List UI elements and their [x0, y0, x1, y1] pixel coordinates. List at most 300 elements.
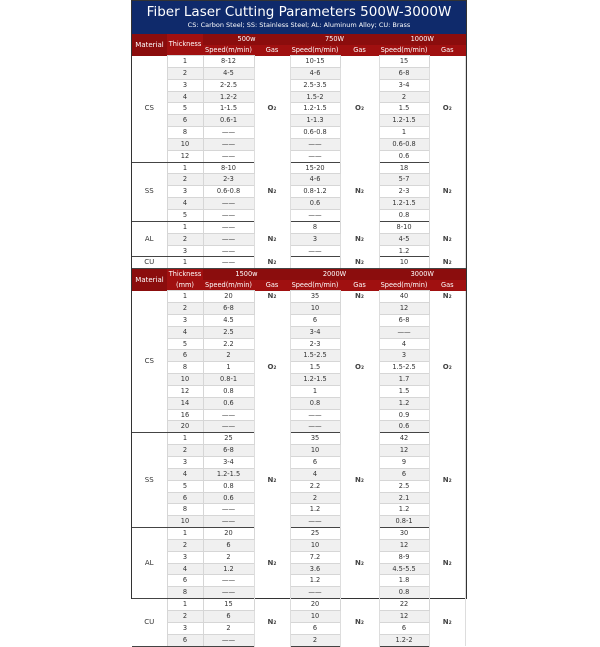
speed-cell: 10	[290, 445, 340, 457]
parameters-table	[132, 34, 466, 647]
thickness-cell: 14	[167, 397, 203, 409]
thickness-cell: 6	[167, 634, 203, 646]
thickness-cell: 2	[167, 233, 203, 245]
speed-cell: 3	[290, 233, 340, 245]
gas-cell: N₂	[429, 599, 465, 646]
speed-cell: 1.2	[203, 563, 254, 575]
speed-cell: 2.2	[203, 338, 254, 350]
gas-header: Gas	[429, 45, 465, 56]
page-title: Fiber Laser Cutting Parameters 500W-3000W	[146, 4, 452, 20]
thickness-cell: 1	[167, 56, 203, 68]
material-header: Material	[132, 34, 167, 56]
thickness-cell: 4	[167, 198, 203, 210]
speed-cell: 1	[379, 127, 429, 139]
thickness-cell: 5	[167, 103, 203, 115]
parameters-sheet	[131, 0, 467, 644]
speed-cell: ——	[290, 209, 340, 221]
power-header: 1500w	[203, 269, 290, 280]
thickness-cell: 12	[167, 385, 203, 397]
power-header: 1000W	[379, 34, 465, 45]
speed-header: Speed(m/min)	[291, 45, 339, 54]
thickness-header	[167, 269, 203, 291]
speed-cell: 1.8	[379, 575, 429, 587]
speed-cell: 0.6	[379, 150, 429, 162]
speed-cell: 2.5	[379, 480, 429, 492]
speed-cell: 0.8	[203, 480, 254, 492]
speed-cell: 40	[379, 291, 429, 303]
speed-cell: 4.5-5.5	[379, 563, 429, 575]
power-header: 2000W	[290, 269, 379, 280]
speed-cell: 18	[379, 162, 429, 174]
gas-cell: N₂	[254, 528, 290, 599]
speed-cell: 6	[203, 610, 254, 622]
table-row	[132, 575, 466, 587]
speed-cell: ——	[379, 326, 429, 338]
speed-cell: 8-12	[203, 56, 254, 68]
table-row	[132, 445, 466, 457]
speed-cell: 4-5	[379, 233, 429, 245]
table-row	[132, 115, 466, 127]
table-row	[132, 150, 466, 162]
speed-cell: 1.2	[379, 397, 429, 409]
table-row	[132, 245, 466, 257]
thickness-cell: 1	[167, 257, 203, 269]
speed-cell: ——	[203, 504, 254, 516]
speed-cell: ——	[203, 150, 254, 162]
speed-cell: ——	[203, 575, 254, 587]
table-row	[132, 457, 466, 469]
material-cell: CU	[132, 257, 167, 269]
thickness-cell: 2	[167, 174, 203, 186]
speed-cell: 6	[290, 457, 340, 469]
thickness-cell: 2	[167, 539, 203, 551]
gas-cell: O₂	[254, 56, 290, 163]
speed-cell: 0.8-1	[203, 374, 254, 386]
thickness-cell: 3	[167, 622, 203, 634]
speed-cell: ——	[203, 245, 254, 257]
thickness-cell: 6	[167, 350, 203, 362]
speed-cell: 2.5-3.5	[290, 79, 340, 91]
speed-cell: ——	[203, 587, 254, 599]
title-banner	[132, 1, 466, 34]
gas-cell: O₂	[429, 303, 465, 433]
speed-cell: 0.8	[290, 397, 340, 409]
material-header: Material	[132, 269, 167, 291]
speed-cell: 1.5	[290, 362, 340, 374]
speed-cell: ——	[203, 409, 254, 421]
thickness-cell: 5	[167, 480, 203, 492]
table-row	[132, 91, 466, 103]
gas-cell: N₂	[340, 433, 379, 528]
speed-cell: 6	[290, 314, 340, 326]
speed-cell: 1	[203, 362, 254, 374]
speed-cell: 1.2	[379, 504, 429, 516]
table-row	[132, 634, 466, 646]
thickness-cell: 5	[167, 338, 203, 350]
speed-cell: 0.6	[203, 492, 254, 504]
speed-cell: 1.2	[290, 575, 340, 587]
gas-cell: N₂	[340, 599, 379, 646]
gas-cell: N₂	[429, 433, 465, 528]
table-row	[132, 198, 466, 210]
thickness-cell: 10	[167, 138, 203, 150]
thickness-header	[167, 34, 203, 56]
speed-cell: 6-8	[203, 445, 254, 457]
speed-cell: ——	[203, 516, 254, 528]
table-row	[132, 186, 466, 198]
legend-subtitle: CS: Carbon Steel; SS: Stainless Steel; AL: Aluminum Alloy; CU: Brass	[187, 21, 411, 29]
thickness-cell: 3	[167, 314, 203, 326]
speed-cell: ——	[290, 138, 340, 150]
material-cell: AL	[132, 528, 167, 599]
thickness-cell: 1	[167, 528, 203, 540]
gas-header: Gas	[340, 280, 379, 291]
speed-cell: 6-8	[379, 67, 429, 79]
speed-cell: 0.6-0.8	[203, 186, 254, 198]
speed-cell: 12	[379, 539, 429, 551]
speed-cell: 6-8	[379, 314, 429, 326]
thickness-cell: 2	[167, 67, 203, 79]
speed-cell: 0.8	[203, 385, 254, 397]
header-row	[132, 34, 466, 45]
speed-cell: 2	[203, 622, 254, 634]
speed-cell: 10	[290, 610, 340, 622]
table-row	[132, 56, 466, 68]
table-row	[132, 257, 466, 269]
speed-cell: 12	[379, 610, 429, 622]
thickness-cell: 6	[167, 575, 203, 587]
speed-cell: 42	[379, 433, 429, 445]
thickness-cell: 4	[167, 468, 203, 480]
gas-cell: O₂	[429, 56, 465, 163]
speed-cell: ——	[290, 421, 340, 433]
speed-cell: 15-20	[290, 162, 340, 174]
speed-cell: 0.8-1.2	[290, 186, 340, 198]
speed-cell: ——	[290, 150, 340, 162]
speed-cell: 0.8	[379, 587, 429, 599]
speed-cell: 1.2-2	[379, 634, 429, 646]
speed-header: Speed(m/min)	[380, 45, 428, 54]
thickness-cell: 12	[167, 150, 203, 162]
material-cell: CS	[132, 291, 167, 433]
speed-cell: 0.6-0.8	[290, 127, 340, 139]
gas-cell: O₂	[340, 303, 379, 433]
speed-cell: 2-3	[290, 338, 340, 350]
speed-cell: 2	[203, 551, 254, 563]
speed-cell: ——	[203, 233, 254, 245]
thickness-cell: 8	[167, 504, 203, 516]
thickness-cell: 3	[167, 457, 203, 469]
speed-cell: 1.2	[290, 504, 340, 516]
table-row	[132, 138, 466, 150]
gas-cell: N₂	[340, 291, 379, 303]
material-cell: SS	[132, 162, 167, 221]
speed-cell: ——	[290, 587, 340, 599]
speed-cell: 1.5	[379, 385, 429, 397]
speed-cell: 4-6	[290, 67, 340, 79]
speed-cell: 15	[203, 599, 254, 611]
thickness-cell: 1	[167, 291, 203, 303]
thickness-cell: 2	[167, 445, 203, 457]
gas-cell: N₂	[254, 599, 290, 646]
thickness-cell: 3	[167, 79, 203, 91]
speed-cell: 0.6	[379, 421, 429, 433]
speed-cell: ——	[290, 409, 340, 421]
gas-cell: N₂	[254, 291, 290, 303]
gas-cell: N₂	[254, 433, 290, 528]
table-row	[132, 67, 466, 79]
table-row	[132, 79, 466, 91]
table-row	[132, 326, 466, 338]
thickness-cell: 8	[167, 127, 203, 139]
speed-cell: 2-3	[203, 174, 254, 186]
speed-cell: 0.6-1	[203, 115, 254, 127]
speed-cell: 6-8	[203, 303, 254, 315]
thickness-unit: (mm)	[176, 280, 194, 289]
gas-cell: N₂	[429, 162, 465, 221]
speed-cell: ——	[203, 127, 254, 139]
speed-cell: 8-9	[379, 551, 429, 563]
speed-cell: ——	[203, 198, 254, 210]
speed-cell: 1.2-1.5	[379, 198, 429, 210]
thickness-cell: 3	[167, 245, 203, 257]
speed-cell: 10	[290, 303, 340, 315]
gas-cell: N₂	[340, 162, 379, 221]
thickness-cell: 8	[167, 587, 203, 599]
gas-cell: N₂	[254, 221, 290, 257]
table-row	[132, 409, 466, 421]
thickness-cell: 16	[167, 409, 203, 421]
table-row	[132, 516, 466, 528]
speed-cell: ——	[203, 221, 254, 233]
speed-cell: 3-4	[203, 457, 254, 469]
speed-cell: 4-6	[290, 174, 340, 186]
thickness-cell: 8	[167, 362, 203, 374]
speed-header: Speed(m/min)	[380, 280, 428, 289]
table-row	[132, 385, 466, 397]
gas-header: Gas	[254, 280, 290, 291]
table-row	[132, 291, 466, 303]
speed-cell: 1.5-2	[290, 91, 340, 103]
table-row	[132, 539, 466, 551]
thickness-label: Thickness	[168, 270, 202, 279]
speed-cell: 2	[290, 634, 340, 646]
power-header: 500w	[203, 34, 290, 45]
speed-cell: 1.5-2.5	[379, 362, 429, 374]
speed-cell: 12	[379, 303, 429, 315]
speed-cell: 0.8	[379, 209, 429, 221]
table-row	[132, 610, 466, 622]
speed-cell: 10	[290, 539, 340, 551]
speed-cell: 1.5-2.5	[290, 350, 340, 362]
table-row	[132, 599, 466, 611]
speed-cell	[290, 257, 340, 269]
gas-cell: N₂	[254, 257, 290, 269]
thickness-cell: 3	[167, 551, 203, 563]
thickness-cell: 10	[167, 374, 203, 386]
speed-cell: 3-4	[290, 326, 340, 338]
table-row	[132, 362, 466, 374]
speed-cell: 35	[290, 433, 340, 445]
table-row	[132, 127, 466, 139]
gas-cell: N₂	[429, 291, 465, 303]
speed-cell: 1.2-2	[203, 91, 254, 103]
gas-header: Gas	[429, 280, 465, 291]
speed-cell: 20	[290, 599, 340, 611]
gas-cell: N₂	[340, 257, 379, 269]
speed-cell: 3-4	[379, 79, 429, 91]
speed-cell: 3	[379, 350, 429, 362]
speed-cell: 6	[290, 622, 340, 634]
speed-cell: 2.2	[290, 480, 340, 492]
table-row	[132, 421, 466, 433]
speed-cell: 4	[290, 468, 340, 480]
speed-cell: 30	[379, 528, 429, 540]
speed-cell: 8-10	[203, 162, 254, 174]
speed-cell: 1	[290, 385, 340, 397]
speed-cell: 2	[290, 492, 340, 504]
speed-cell: 2-3	[379, 186, 429, 198]
speed-cell: 1.2-1.5	[290, 374, 340, 386]
thickness-cell: 1	[167, 433, 203, 445]
thickness-cell: 4	[167, 91, 203, 103]
thickness-cell: 10	[167, 516, 203, 528]
speed-cell: 9	[379, 457, 429, 469]
gas-cell: N₂	[429, 528, 465, 599]
table-row	[132, 563, 466, 575]
table-row	[132, 103, 466, 115]
thickness-cell: 6	[167, 492, 203, 504]
speed-cell: 15	[379, 56, 429, 68]
speed-cell: 0.6	[203, 397, 254, 409]
table-row	[132, 433, 466, 445]
speed-cell: 1.2-1.5	[290, 103, 340, 115]
speed-cell: ——	[290, 516, 340, 528]
speed-cell: 2.1	[379, 492, 429, 504]
speed-cell: 25	[203, 433, 254, 445]
thickness-cell: 3	[167, 186, 203, 198]
table-row	[132, 162, 466, 174]
table-row	[132, 221, 466, 233]
table-row	[132, 468, 466, 480]
gas-cell: N₂	[340, 221, 379, 257]
speed-cell: 2	[203, 350, 254, 362]
speed-cell: 8-10	[379, 221, 429, 233]
table-row	[132, 174, 466, 186]
gas-cell: N₂	[254, 162, 290, 221]
material-cell: SS	[132, 433, 167, 528]
thickness-cell: 6	[167, 115, 203, 127]
speed-cell: 6	[379, 622, 429, 634]
thickness-cell: 5	[167, 209, 203, 221]
speed-cell: 6	[379, 468, 429, 480]
speed-cell: 2-2.5	[203, 79, 254, 91]
speed-header: Speed(m/min)	[203, 280, 254, 291]
speed-cell: 1-1.5	[203, 103, 254, 115]
speed-cell: ——	[203, 138, 254, 150]
thickness-cell: 2	[167, 610, 203, 622]
speed-cell: 5-7	[379, 174, 429, 186]
gas-cell: O₂	[254, 303, 290, 433]
thickness-cell: 4	[167, 563, 203, 575]
material-cell: AL	[132, 221, 167, 257]
table-row	[132, 551, 466, 563]
gas-cell: N₂	[340, 528, 379, 599]
table-row	[132, 397, 466, 409]
table-row	[132, 338, 466, 350]
speed-cell: 0.9	[379, 409, 429, 421]
speed-cell: 2.5	[203, 326, 254, 338]
gas-cell: N₂	[429, 221, 465, 257]
speed-cell: 4.5	[203, 314, 254, 326]
speed-cell: 12	[379, 445, 429, 457]
speed-cell: 20	[203, 528, 254, 540]
table-row	[132, 209, 466, 221]
speed-header: Speed(m/min)	[291, 280, 339, 289]
speed-cell: 1.7	[379, 374, 429, 386]
speed-cell: 1.5	[379, 103, 429, 115]
speed-cell: ——	[290, 245, 340, 257]
speed-cell: 1-1.3	[290, 115, 340, 127]
thickness-cell: 1	[167, 221, 203, 233]
thickness-cell: 1	[167, 162, 203, 174]
speed-cell: 1.2-1.5	[379, 115, 429, 127]
speed-header: Speed(m/min)	[203, 45, 254, 56]
header-row	[132, 269, 466, 280]
table-row	[132, 587, 466, 599]
speed-cell: 0.8-1	[379, 516, 429, 528]
speed-cell: 20	[203, 291, 254, 303]
table-row	[132, 480, 466, 492]
power-header: 3000W	[379, 269, 465, 280]
table-row	[132, 492, 466, 504]
speed-cell: 8	[290, 221, 340, 233]
speed-cell: ——	[203, 634, 254, 646]
speed-cell: 35	[290, 291, 340, 303]
speed-cell: ——	[203, 421, 254, 433]
material-cell: CU	[132, 599, 167, 646]
speed-cell: 25	[290, 528, 340, 540]
speed-cell: 0.6	[290, 198, 340, 210]
speed-cell: 4	[379, 338, 429, 350]
speed-cell: 3.6	[290, 563, 340, 575]
table-row	[132, 303, 466, 315]
material-cell: CS	[132, 56, 167, 163]
power-header: 750W	[290, 34, 379, 45]
table-row	[132, 314, 466, 326]
thickness-cell: 1	[167, 599, 203, 611]
thickness-cell: 20	[167, 421, 203, 433]
speed-cell: 2	[379, 91, 429, 103]
table-row	[132, 622, 466, 634]
table-row	[132, 504, 466, 516]
gas-header: Gas	[254, 45, 290, 56]
gas-header: Gas	[340, 45, 379, 56]
gas-cell: O₂	[340, 56, 379, 163]
speed-cell: 1.2	[379, 245, 429, 257]
speed-cell: ——	[203, 209, 254, 221]
speed-cell: 7.2	[290, 551, 340, 563]
speed-cell: ——	[203, 257, 254, 269]
speed-cell: 6	[203, 539, 254, 551]
gas-cell: N₂	[429, 257, 465, 269]
speed-cell: 22	[379, 599, 429, 611]
thickness-cell: 4	[167, 326, 203, 338]
table-row	[132, 374, 466, 386]
table-row	[132, 233, 466, 245]
thickness-label: Thickness	[168, 40, 202, 49]
thickness-cell: 2	[167, 303, 203, 315]
